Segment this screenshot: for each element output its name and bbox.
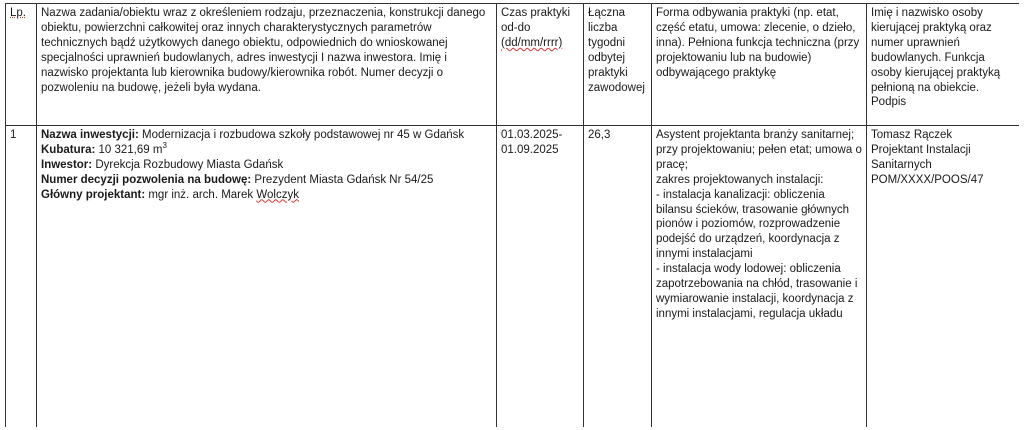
permit-line: Numer decyzji pozwolenia na budowę: Prezydent Miasta Gdańsk Nr 54/25	[41, 173, 434, 186]
form-line: Asystent projektanta branży sanitarnej;	[656, 129, 855, 141]
row-supervisor	[867, 126, 1020, 428]
form-line: - instalacja kanalizacji: obliczenia bilansu ścieków, trasowanie głównych pionów i poziomów, rozprowadzenie podejść do urządzeń, koordynacja z innymi instalacjami	[656, 188, 850, 261]
form-line: - instalacja wody lodowej: obliczenia zapotrzebowania na chłód, trasowanie i wymiarowanie instalacji, koordynacja z innymi instalacjami, regulacja układu	[656, 263, 858, 320]
designer-line: Główny projektant: mgr inż. arch. Marek Wolczyk	[41, 188, 299, 201]
supervisor-name: Tomasz Rączek	[871, 129, 953, 141]
header-lp: Lp.	[6, 4, 37, 126]
supervisor-role: Projektant Instalacji Sanitarnych	[871, 143, 971, 171]
header-weeks: Łączna liczba tygodni odbytej praktyki zawodowej	[584, 4, 652, 126]
header-form: Forma odbywania praktyki (np. etat, część etatu, umowa: zlecenie, o dzieło, inna). Pełniona funkcja techniczna (przy projektowaniu lub na budowie) odbywającego praktykę	[652, 4, 867, 126]
header-supervisor: Imię i nazwisko osoby kierującej praktyką oraz numer uprawnień budowlanych. Funkcja osoby kierującej praktyką pełnioną na obiekcie. Podpis	[867, 4, 1020, 126]
document-sheet	[5, 3, 1019, 427]
date-to: 01.09.2025	[501, 143, 559, 156]
header-row	[6, 4, 1020, 126]
header-time	[497, 4, 584, 126]
table-row	[6, 126, 1020, 428]
form-line: zakres projektowanych instalacji:	[656, 173, 824, 186]
header-time-label: Czas praktyki od-do	[501, 7, 571, 34]
investment-line: Nazwa inwestycji: Modernizacja i rozbudowa szkoły podstawowej nr 45 w Gdańsk	[41, 129, 465, 141]
row-form	[652, 126, 867, 428]
supervisor-license: POM/XXXX/POOS/47	[871, 173, 984, 186]
volume-line: Kubatura: 10 321,69 $m^3$	[41, 141, 167, 156]
investor-line: Inwestor: Dyrekcja Rozbudowy Miasta Gdańsk	[41, 158, 284, 171]
header-time-format: (dd/mm/rrrr)	[501, 36, 563, 49]
date-from: 01.03.2025-	[501, 129, 563, 141]
form-line: przy projektowaniu; pełen etat; umowa o pracę;	[656, 143, 862, 171]
row-dates	[497, 126, 584, 428]
header-task: Nazwa zadania/obiektu wraz z określeniem rodzaju, przeznaczenia, konstrukcji danego obiektu, powierzchni całkowitej oraz innych charakterystycznych parametrów technicznych bądź użytkowych danego obiektu, odpowiednich do wnioskowanej specjalności uprawnień budowlanych, adres inwestycji I nazwa inwestora. Imię i nazwisko projektanta lub kierownika budowy/kierownika robót. Numer decyzji o pozwoleniu na budowę, jeżeli była wydana.	[37, 4, 497, 126]
practice-table	[5, 3, 1019, 427]
row-lp: 1	[6, 126, 37, 428]
row-weeks: 26,3	[584, 126, 652, 428]
row-task	[37, 126, 497, 428]
